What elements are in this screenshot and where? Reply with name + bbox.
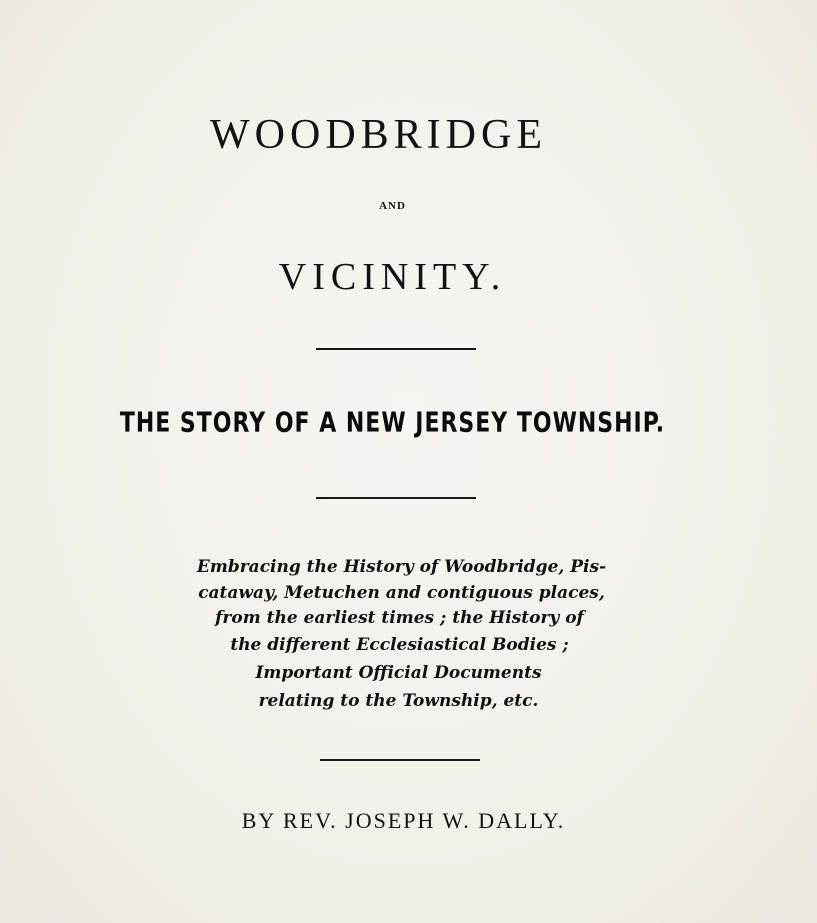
description-line: the different Ecclesiastical Bodies ; — [230, 635, 569, 655]
description-line: from the earliest times ; the History of — [215, 608, 584, 628]
description-line: cataway, Metuchen and contiguous places, — [198, 583, 605, 603]
divider-rule — [316, 348, 476, 350]
book-title: WOODBRIDGE — [210, 112, 547, 158]
description-line: Important Official Documents — [255, 663, 542, 683]
book-title-second-line: VICINITY. — [278, 256, 507, 298]
description-line: relating to the Township, etc. — [258, 691, 539, 711]
author-byline: BY REV. JOSEPH W. DALLY. — [241, 808, 566, 833]
divider-rule — [316, 497, 476, 499]
title-conjunction: AND — [379, 200, 406, 212]
description-line: Embracing the History of Woodbridge, Pis- — [196, 557, 607, 577]
book-subtitle: THE STORY OF A NEW JERSEY TOWNSHIP. — [119, 407, 666, 439]
divider-rule — [320, 759, 480, 761]
